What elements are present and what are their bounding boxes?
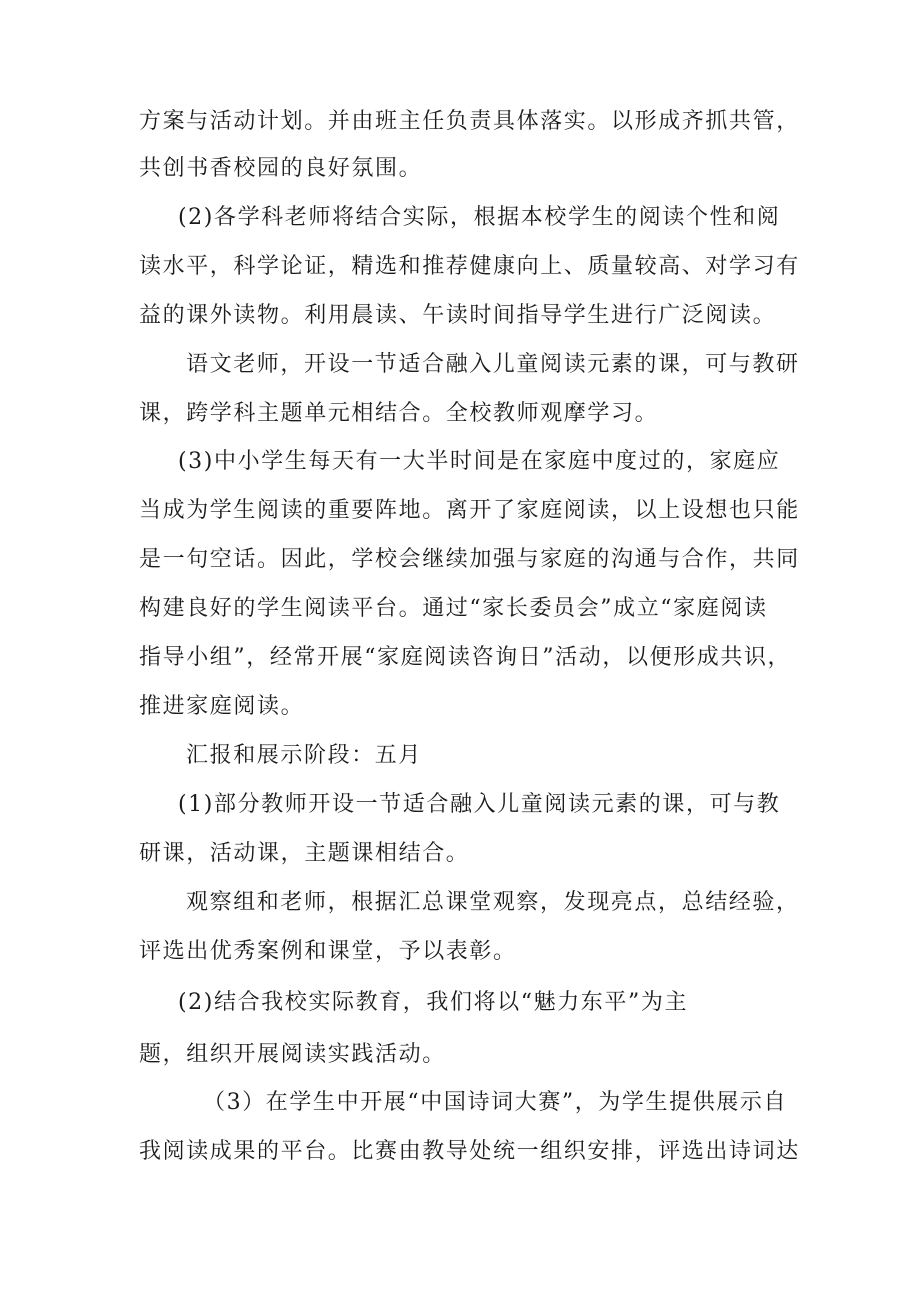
- text-line: （3）在学生中开展“中国诗词大赛”，为学生提供展示自: [203, 1090, 788, 1115]
- text-line: 当成为学生阅读的重要阵地。离开了家庭阅读，以上设想也只能: [139, 498, 800, 523]
- text-line: 方案与活动计划。并由班主任负责具体落实。以形成齐抓共管，: [139, 109, 800, 134]
- text-line: 益的课外读物。利用晨读、午读时间指导学生进行广泛阅读。: [139, 303, 777, 328]
- text-line: 推进家庭阅读。: [139, 694, 305, 719]
- text-line: 读水平，科学论证，精选和推荐健康向上、质量较高、对学习有: [139, 254, 800, 279]
- text-line: 评选出优秀案例和课堂，予以表彰。: [139, 939, 517, 964]
- text-line: 课，跨学科主题单元相结合。全校教师观摩学习。: [139, 401, 659, 426]
- section-heading: 汇报和展示阶段：五月: [186, 743, 423, 768]
- text-line: 语文老师，开设一节适合融入儿童阅读元素的课，可与教研: [186, 352, 800, 377]
- text-line: 观察组和老师，根据汇总课堂观察，发现亮点，总结经验，: [186, 890, 800, 915]
- text-line: 题，组织开展阅读实践活动。: [139, 1042, 446, 1067]
- text-line: 构建良好的学生阅读平台。通过“家长委员会”成立“家庭阅读: [139, 596, 768, 621]
- text-line: (3)中小学生每天有一大半时间是在家庭中度过的，家庭应: [178, 449, 781, 474]
- text-line: 是一句空话。因此，学校会继续加强与家庭的沟通与合作，共同: [139, 547, 800, 572]
- text-line: 研课，活动课，主题课相结合。: [139, 841, 470, 866]
- text-line: 共创书香校园的良好氛围。: [139, 156, 423, 181]
- text-line: (1)部分教师开设一节适合融入儿童阅读元素的课，可与教: [178, 792, 781, 817]
- text-line: 指导小组”，经常开展“家庭阅读咨询日”活动，以便形成共识，: [139, 645, 792, 670]
- text-line: (2)结合我校实际教育，我们将以“魅力东平”为主: [178, 990, 689, 1015]
- text-line: 我阅读成果的平台。比赛由教导处统一组织安排，评选出诗词达: [139, 1139, 800, 1164]
- text-line: (2)各学科老师将结合实际，根据本校学生的阅读个性和阅: [178, 205, 781, 230]
